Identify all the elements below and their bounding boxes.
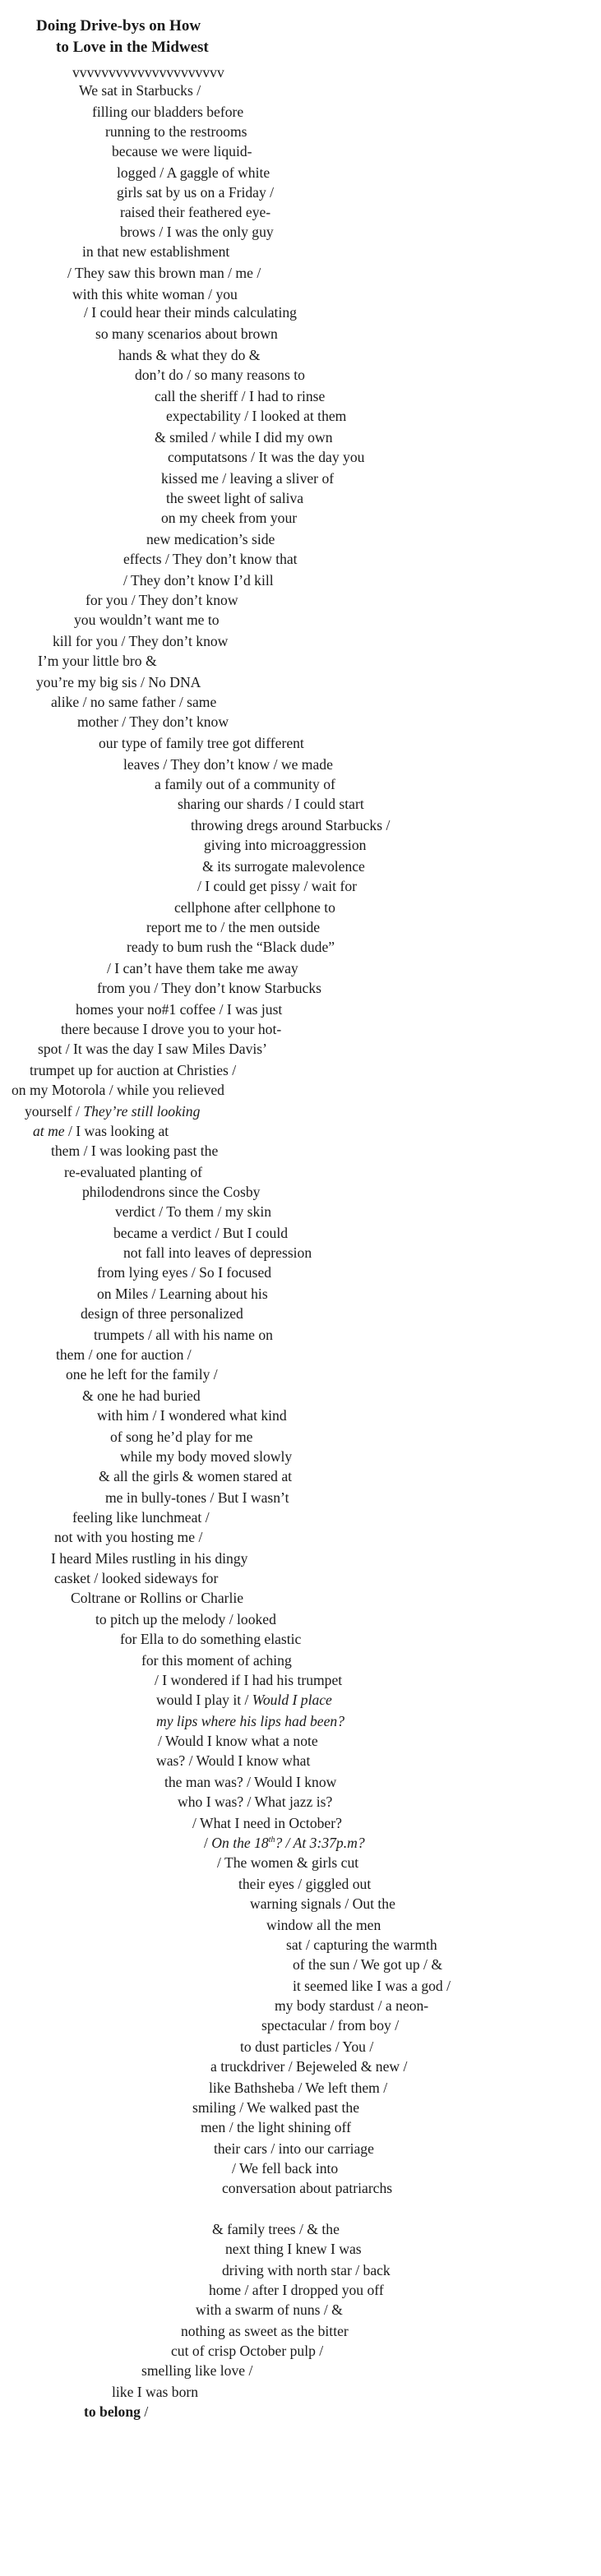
poem-line: [155, 431, 333, 445]
poem-line: [156, 1693, 332, 1708]
poem-line-segment: home / after I dropped you off: [209, 2282, 384, 2298]
poem-line: [155, 1673, 342, 1688]
poem-line-segment: conversation about patriarchs: [222, 2180, 393, 2196]
poem-line-segment: / We fell back into: [232, 2160, 339, 2177]
poem-line: [209, 2081, 387, 2096]
poem-line-segment: our type of family tree got different: [99, 735, 304, 751]
poem-line-segment: driving with north star / back: [222, 2262, 391, 2278]
poem-line: [113, 1226, 288, 1241]
poem-line-segment: nothing as sweet as the bitter: [181, 2323, 349, 2339]
poem-line-segment: like I was born: [112, 2384, 199, 2400]
poem-line: [79, 84, 201, 99]
poem-line: [204, 1836, 365, 1851]
poem-line: [64, 1166, 202, 1180]
poem-line-segment: you’re my big sis / No DNA: [36, 674, 201, 690]
poem-line: [196, 2303, 343, 2318]
poem-line: [181, 2324, 349, 2339]
poem-line: [112, 145, 252, 159]
poem-line: [105, 1491, 289, 1506]
poem-line: [97, 1287, 268, 1302]
poem-line: [209, 2283, 384, 2298]
poem-line: [97, 1266, 271, 1281]
poem-line: [178, 797, 364, 812]
poem-line-segment: you wouldn’t want me to: [74, 612, 220, 628]
poem-line-segment: / Would I know what a note: [158, 1733, 318, 1749]
poem-line-segment: kill for you / They don’t know: [53, 633, 229, 649]
poem-line: [191, 819, 390, 833]
poem-line-segment: smelling like love /: [141, 2362, 253, 2379]
poem-line-segment: / I could get pissy / wait for: [197, 878, 357, 894]
poem-line-segment: next thing I knew I was: [225, 2241, 362, 2257]
poem-line-segment: them / I was looking past the: [51, 1143, 219, 1159]
poem-line: [77, 715, 229, 730]
poem-line: [72, 288, 238, 302]
poem-line: [293, 1958, 442, 1973]
poem-line: [210, 2060, 407, 2075]
poem-line: [141, 2364, 252, 2379]
poem-line: [222, 2181, 392, 2196]
poem-line: [71, 1591, 243, 1606]
poem-line: [146, 533, 275, 547]
poem-line-segment: giving into microaggression: [204, 837, 367, 853]
poem-line-segment: at me: [33, 1123, 65, 1139]
poem-line-segment: sharing our shards / I could start: [178, 796, 364, 812]
poem-line: [141, 1654, 292, 1669]
poem-line-segment: philodendrons since the Cosby: [82, 1184, 261, 1200]
poem-line: [81, 1307, 243, 1322]
poem-line: [118, 349, 261, 363]
poem-line-segment: cut of crisp October pulp /: [171, 2343, 324, 2359]
poem-line-segment: & all the girls & women stared at: [99, 1468, 293, 1484]
poem-line: [82, 1185, 260, 1200]
poem-line-segment: /: [204, 1835, 212, 1851]
poem-line: [94, 1328, 273, 1343]
poem-line-segment: would I play it /: [156, 1692, 252, 1708]
poem-line-segment: my lips where his lips had been?: [156, 1713, 345, 1729]
poem-line: [99, 1470, 292, 1484]
poem-line-segment: one he left for the family /: [66, 1366, 218, 1383]
poem-line-segment: from you / They don’t know Starbucks: [97, 980, 322, 996]
poem-line-segment: a family out of a community of: [155, 776, 335, 792]
poem-line: [293, 1979, 451, 1994]
poem-line-segment: report me to / the men outside: [146, 919, 321, 935]
poem-line: [92, 105, 243, 120]
poem-line-segment: / I could hear their minds calculating: [84, 304, 297, 321]
poem-line-segment: / I was looking at: [64, 1123, 169, 1139]
poem-line-segment: was? / Would I know what: [156, 1752, 311, 1769]
poem-line-segment: like Bathsheba / We left them /: [209, 2080, 388, 2096]
poem-line-segment: I heard Miles rustling in his dingy: [51, 1550, 248, 1567]
poem-line: [54, 1530, 202, 1545]
poem-line: [212, 2223, 340, 2237]
poem-line: [168, 450, 364, 465]
poem-line: [115, 1205, 271, 1220]
poem-line: [240, 2040, 373, 2055]
poem-line-segment: of the sun / We got up / &: [293, 1956, 443, 1973]
poem-line-segment: We sat in Starbucks /: [79, 82, 201, 99]
poem-line: [117, 186, 274, 201]
poem-line-segment: /: [140, 2403, 149, 2420]
poem-line-segment: call the sheriff / I had to rinse: [155, 388, 326, 404]
poem-line-segment: running to the restrooms: [105, 123, 247, 140]
poem-line-segment: verdict / To them / my skin: [115, 1203, 271, 1220]
poem-line: [66, 1368, 218, 1383]
poem-line-segment: ready to bum rush the “Black dude”: [127, 939, 335, 955]
poem-line: [161, 472, 334, 487]
poem-line-segment: alike / no same father / same: [51, 694, 217, 710]
poem-line: [38, 654, 157, 669]
poem-line: [67, 266, 261, 281]
poem-line-segment: & family trees / & the: [212, 2221, 340, 2237]
poem-line-segment: feeling like lunchmeat /: [72, 1509, 210, 1526]
poem-line-segment: with this white woman / you: [72, 286, 238, 302]
poem-line: [95, 1613, 276, 1627]
poem-line: [86, 593, 238, 608]
poem-line-segment: for you / They don’t know: [86, 592, 238, 608]
poem-line: [38, 1042, 267, 1057]
poem-line-segment: casket / looked sideways for: [54, 1570, 219, 1586]
poem-line: [123, 1246, 312, 1261]
poem-line: [156, 1715, 344, 1729]
poem-line-segment: brows / I was the only guy: [120, 224, 274, 240]
poem-line-segment: kissed me / leaving a sliver of: [161, 470, 335, 487]
poem-line-segment: not with you hosting me /: [54, 1529, 203, 1545]
poem-line-segment: I’m your little bro &: [38, 653, 157, 669]
poem-line: [266, 1918, 381, 1933]
poem-line: [120, 1450, 292, 1465]
poem-line-segment: men / the light shining off: [201, 2119, 351, 2135]
poem-line-segment: warning signals / Out the: [250, 1895, 395, 1912]
poem-line-segment: of song he’d play for me: [110, 1429, 253, 1445]
poem-line: [214, 2142, 374, 2157]
poem-line-segment: ? / At 3:37p.m?: [275, 1835, 365, 1851]
poem-line-segment: them / one for auction /: [56, 1346, 192, 1363]
poem-line: [275, 1999, 428, 2014]
poem-line-segment: & its surrogate malevolence: [202, 858, 365, 875]
poem-line: [123, 574, 274, 589]
poem-line-segment: for this moment of aching: [141, 1652, 292, 1669]
poem-line: [225, 2242, 362, 2257]
poem-line-segment: / What I need in October?: [192, 1815, 342, 1831]
poem-line: [232, 2162, 338, 2177]
poem-line: [120, 225, 274, 240]
poem-line: [84, 2405, 148, 2420]
poem-line: [286, 1938, 437, 1953]
poem-line: [95, 327, 278, 342]
poem-line-segment: from lying eyes / So I focused: [97, 1264, 272, 1281]
poem-line-segment: in that new establishment: [82, 243, 230, 260]
poem-line: [174, 901, 335, 916]
poem-line-segment: to dust particles / You /: [240, 2038, 374, 2055]
poem-line: [120, 205, 270, 220]
poem-line: [33, 1124, 169, 1139]
poem-line-segment: with him / I wondered what kind: [97, 1407, 287, 1424]
poem-line-segment: mother / They don’t know: [77, 713, 229, 730]
poem-line-segment: vvvvvvvvvvvvvvvvvvvvv: [72, 64, 224, 81]
poem-line-segment: trumpet up for auction at Christies /: [30, 1062, 237, 1078]
poem-line-segment: re-evaluated planting of: [64, 1164, 203, 1180]
poem-line: [61, 1023, 281, 1037]
poem-line: [51, 695, 216, 710]
poem-line: [84, 306, 297, 321]
poem-line-segment: new medication’s side: [146, 531, 275, 547]
poem-line: [238, 1877, 371, 1892]
poem-line: [51, 1144, 218, 1159]
poem-line: [99, 736, 304, 751]
poem-line: [74, 613, 220, 628]
poem-line-segment: homes your no#1 coffee / I was just: [76, 1001, 283, 1018]
poem-line-segment: me in bully-tones / But I wasn’t: [105, 1489, 289, 1506]
poem-line: [25, 1105, 200, 1119]
poem-line-segment: leaves / They don’t know / we made: [123, 756, 333, 773]
poem-line-segment: th: [268, 1835, 275, 1845]
poem-line-segment: there because I drove you to your hot-: [61, 1021, 282, 1037]
poem-line-segment: expectability / I looked at them: [166, 408, 347, 424]
poem-line: [30, 1064, 236, 1078]
poem-line-segment: spectacular / from boy /: [261, 2017, 400, 2034]
poem-line-segment: it seemed like I was a god /: [293, 1978, 451, 1994]
poem-line-segment: They’re still looking: [83, 1103, 201, 1119]
poem-line-segment: who I was? / What jazz is?: [178, 1794, 333, 1810]
poem-line: [107, 962, 298, 976]
poem-line: [127, 940, 335, 955]
poem-line: [201, 2121, 351, 2135]
poem-line: [166, 409, 346, 424]
poem-line-segment: computatsons / It was the day you: [168, 449, 365, 465]
poem-line: [135, 368, 305, 383]
poem-line: [155, 778, 335, 792]
poem-line: [222, 2264, 391, 2278]
poem-line: [123, 758, 333, 773]
poem-line-segment: their eyes / giggled out: [238, 1876, 372, 1892]
poem-line-segment: / I wondered if I had his trumpet: [155, 1672, 343, 1688]
poem-line: [54, 1572, 218, 1586]
poem-line: [261, 2019, 399, 2034]
poem-line-segment: on Miles / Learning about his: [97, 1286, 268, 1302]
poem-line: [217, 1856, 358, 1871]
poem-line: [192, 1817, 342, 1831]
poem-title-line-1: Doing Drive-bys on How: [36, 17, 201, 35]
poem-line-segment: design of three personalized: [81, 1305, 243, 1322]
poem-line: [161, 511, 297, 526]
poem-line-segment: / The women & girls cut: [217, 1854, 359, 1871]
poem-line: [166, 492, 303, 506]
poem-line-segment: sat / capturing the warmth: [286, 1937, 437, 1953]
poem-line: [112, 2385, 198, 2400]
poem-line: [105, 125, 247, 140]
poem-line: [123, 552, 298, 567]
poem-line-segment: the man was? / Would I know: [164, 1774, 337, 1790]
poem-line-segment: hands & what they do &: [118, 347, 261, 363]
poem-line-segment: cellphone after cellphone to: [174, 899, 335, 916]
poem-line: [156, 1754, 310, 1769]
poem-line-segment: / I can’t have them take me away: [107, 960, 298, 976]
poem-line-segment: while my body moved slowly: [120, 1448, 293, 1465]
poem-line-segment: / They saw this brown man / me /: [67, 265, 261, 281]
poem-line-segment: & smiled / while I did my own: [155, 429, 333, 445]
poem-line: [202, 860, 365, 875]
poem-line-segment: yourself /: [25, 1103, 84, 1119]
poem-line-segment: trumpets / all with his name on: [94, 1327, 273, 1343]
poem-line-segment: logged / A gaggle of white: [117, 164, 270, 181]
poem-line-segment: their cars / into our carriage: [214, 2140, 374, 2157]
poem-line: [192, 2101, 359, 2116]
poem-line: [164, 1775, 336, 1790]
poem-line-segment: because we were liquid-: [112, 143, 252, 159]
poem-line-segment: on my Motorola / while you relieved: [12, 1082, 224, 1098]
poem-title-line-2: to Love in the Midwest: [56, 39, 209, 56]
poem-line-segment: Would I place: [252, 1692, 332, 1708]
poem-line: [56, 1348, 192, 1363]
poem-line: [155, 390, 325, 404]
poem-line-segment: effects / They don’t know that: [123, 551, 298, 567]
poem-line-segment: so many scenarios about brown: [95, 325, 278, 342]
poem-line: [51, 1552, 247, 1567]
poem-line-segment: my body stardust / a neon-: [275, 1997, 429, 2014]
poem-line: [97, 981, 321, 996]
poem-line: [117, 166, 270, 181]
poem-line-segment: became a verdict / But I could: [113, 1225, 289, 1241]
poem-line: [76, 1003, 282, 1018]
poem-line: [250, 1897, 395, 1912]
poem-line-segment: don’t do / so many reasons to: [135, 367, 305, 383]
poem-line: [158, 1734, 318, 1749]
poem-line-segment: not fall into leaves of depression: [123, 1244, 312, 1261]
poem-line-segment: the sweet light of saliva: [166, 490, 304, 506]
poem-line: [12, 1083, 224, 1098]
poem-line-segment: window all the men: [266, 1917, 381, 1933]
poem-line-segment: smiling / We walked past the: [192, 2099, 359, 2116]
poem-line-segment: Coltrane or Rollins or Charlie: [71, 1590, 244, 1606]
poem-line: [120, 1632, 301, 1647]
poem-line-segment: spot / It was the day I saw Miles Davis’: [38, 1041, 268, 1057]
poem-line-segment: to belong: [84, 2403, 141, 2420]
poem-line: [97, 1409, 287, 1424]
poem-line-segment: a truckdriver / Bejeweled & new /: [210, 2058, 408, 2075]
poem-line: [146, 921, 320, 935]
poem-line: [82, 245, 229, 260]
poem-line-segment: & one he had buried: [82, 1387, 201, 1404]
poem-line-segment: for Ella to do something elastic: [120, 1631, 302, 1647]
poem-line: [171, 2344, 323, 2359]
poem-line-segment: / They don’t know I’d kill: [123, 572, 274, 589]
poem-line: [204, 838, 366, 853]
poem-line-segment: on my cheek from your: [161, 510, 298, 526]
poem-line-segment: with a swarm of nuns / &: [196, 2301, 343, 2318]
poem-line: [53, 635, 228, 649]
poem-line: [197, 879, 357, 894]
poem-line: [110, 1430, 252, 1445]
poem-line: [72, 66, 224, 81]
poem-line: [36, 676, 201, 690]
poem-line-segment: girls sat by us on a Friday /: [117, 184, 275, 201]
poem-line: [178, 1795, 332, 1810]
poem-line-segment: throwing dregs around Starbucks /: [191, 817, 391, 833]
poem-line-segment: raised their feathered eye-: [120, 204, 271, 220]
poem-line-segment: to pitch up the melody / looked: [95, 1611, 276, 1627]
poem-line-segment: filling our bladders before: [92, 104, 244, 120]
poem-line: [82, 1389, 201, 1404]
poem-line: [72, 1511, 210, 1526]
poem-line-segment: On the 18: [211, 1835, 269, 1851]
